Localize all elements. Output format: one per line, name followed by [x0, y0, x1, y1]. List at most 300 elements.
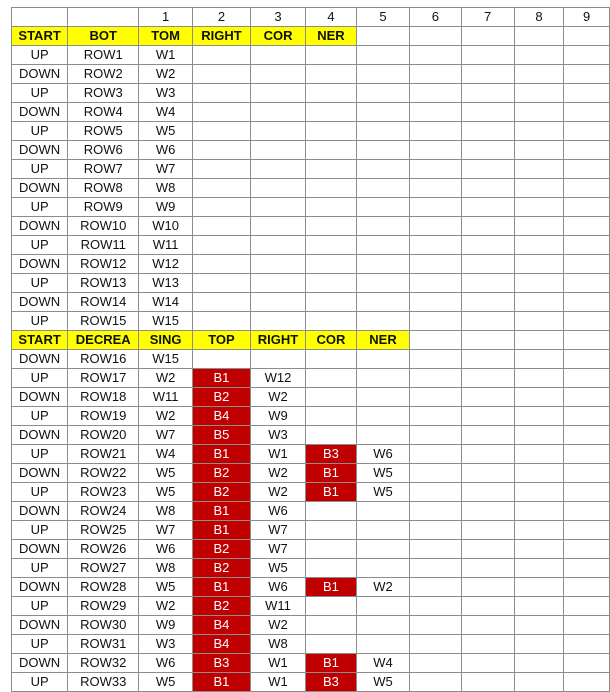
- empty-cell[interactable]: [410, 673, 461, 692]
- empty-cell[interactable]: [564, 312, 610, 331]
- empty-cell[interactable]: [564, 122, 610, 141]
- empty-cell[interactable]: [356, 198, 409, 217]
- empty-cell[interactable]: [356, 179, 409, 198]
- table-cell[interactable]: ROW24: [68, 502, 139, 521]
- empty-cell[interactable]: [410, 293, 461, 312]
- empty-cell[interactable]: [250, 65, 305, 84]
- highlight-cell[interactable]: B1: [306, 483, 357, 502]
- empty-cell[interactable]: [461, 426, 514, 445]
- highlight-cell[interactable]: B3: [306, 445, 357, 464]
- empty-cell[interactable]: [564, 236, 610, 255]
- empty-cell[interactable]: [306, 46, 357, 65]
- empty-cell[interactable]: [306, 388, 357, 407]
- empty-cell[interactable]: [461, 103, 514, 122]
- highlight-cell[interactable]: B1: [306, 654, 357, 673]
- empty-cell[interactable]: [306, 540, 357, 559]
- table-cell[interactable]: W2: [356, 578, 409, 597]
- empty-cell[interactable]: [192, 274, 250, 293]
- empty-cell[interactable]: [250, 255, 305, 274]
- empty-cell[interactable]: [410, 160, 461, 179]
- empty-cell[interactable]: [356, 312, 409, 331]
- empty-cell[interactable]: [514, 369, 563, 388]
- table-cell[interactable]: W6: [356, 445, 409, 464]
- table-cell[interactable]: ROW29: [68, 597, 139, 616]
- empty-cell[interactable]: [250, 141, 305, 160]
- table-cell[interactable]: UP: [12, 369, 68, 388]
- empty-cell[interactable]: [461, 559, 514, 578]
- empty-cell[interactable]: [461, 46, 514, 65]
- table-cell[interactable]: W4: [356, 654, 409, 673]
- empty-cell[interactable]: [564, 407, 610, 426]
- table-cell[interactable]: W7: [139, 426, 193, 445]
- table-cell[interactable]: ROW23: [68, 483, 139, 502]
- empty-cell[interactable]: [356, 369, 409, 388]
- table-cell[interactable]: ROW19: [68, 407, 139, 426]
- highlight-cell[interactable]: B2: [192, 483, 250, 502]
- empty-cell[interactable]: [410, 217, 461, 236]
- table-cell[interactable]: W1: [250, 654, 305, 673]
- empty-cell[interactable]: [410, 350, 461, 369]
- highlight-cell[interactable]: B2: [192, 388, 250, 407]
- empty-cell[interactable]: [461, 502, 514, 521]
- table-cell[interactable]: W2: [139, 407, 193, 426]
- empty-cell[interactable]: [410, 331, 461, 350]
- table-cell[interactable]: UP: [12, 198, 68, 217]
- table-cell[interactable]: W5: [250, 559, 305, 578]
- header-cell[interactable]: COR: [250, 27, 305, 46]
- empty-cell[interactable]: [356, 407, 409, 426]
- empty-cell[interactable]: [192, 84, 250, 103]
- table-cell[interactable]: W9: [139, 198, 193, 217]
- empty-cell[interactable]: [564, 46, 610, 65]
- empty-cell[interactable]: [356, 635, 409, 654]
- empty-cell[interactable]: [564, 84, 610, 103]
- table-cell[interactable]: UP: [12, 483, 68, 502]
- table-cell[interactable]: ROW18: [68, 388, 139, 407]
- header-cell[interactable]: BOT: [68, 27, 139, 46]
- empty-cell[interactable]: [564, 502, 610, 521]
- column-number-cell[interactable]: 3: [250, 8, 305, 27]
- empty-cell[interactable]: [410, 103, 461, 122]
- empty-cell[interactable]: [461, 350, 514, 369]
- empty-cell[interactable]: [514, 198, 563, 217]
- empty-cell[interactable]: [461, 331, 514, 350]
- table-cell[interactable]: W4: [139, 445, 193, 464]
- empty-cell[interactable]: [356, 84, 409, 103]
- empty-cell[interactable]: [564, 597, 610, 616]
- empty-cell[interactable]: [192, 179, 250, 198]
- empty-cell[interactable]: [250, 217, 305, 236]
- empty-cell[interactable]: [514, 179, 563, 198]
- table-cell[interactable]: ROW15: [68, 312, 139, 331]
- empty-cell[interactable]: [410, 236, 461, 255]
- empty-cell[interactable]: [461, 540, 514, 559]
- empty-cell[interactable]: [461, 597, 514, 616]
- empty-cell[interactable]: [356, 616, 409, 635]
- table-cell[interactable]: DOWN: [12, 217, 68, 236]
- table-cell[interactable]: W2: [250, 616, 305, 635]
- empty-cell[interactable]: [306, 141, 357, 160]
- empty-cell[interactable]: [306, 160, 357, 179]
- empty-cell[interactable]: [410, 312, 461, 331]
- highlight-cell[interactable]: B1: [192, 578, 250, 597]
- highlight-cell[interactable]: B2: [192, 540, 250, 559]
- empty-cell[interactable]: [564, 369, 610, 388]
- highlight-cell[interactable]: B1: [192, 445, 250, 464]
- table-cell[interactable]: W5: [356, 483, 409, 502]
- table-cell[interactable]: ROW31: [68, 635, 139, 654]
- empty-cell[interactable]: [461, 483, 514, 502]
- empty-cell[interactable]: [564, 540, 610, 559]
- empty-cell[interactable]: [410, 597, 461, 616]
- table-cell[interactable]: W2: [139, 65, 193, 84]
- table-cell[interactable]: W7: [139, 160, 193, 179]
- header-cell[interactable]: NER: [306, 27, 357, 46]
- empty-cell[interactable]: [250, 198, 305, 217]
- empty-cell[interactable]: [461, 635, 514, 654]
- table-cell[interactable]: ROW9: [68, 198, 139, 217]
- empty-cell[interactable]: [514, 597, 563, 616]
- empty-cell[interactable]: [192, 236, 250, 255]
- empty-cell[interactable]: [564, 103, 610, 122]
- empty-cell[interactable]: [192, 122, 250, 141]
- empty-cell[interactable]: [564, 65, 610, 84]
- empty-cell[interactable]: [306, 179, 357, 198]
- empty-cell[interactable]: [461, 521, 514, 540]
- empty-cell[interactable]: [356, 217, 409, 236]
- table-cell[interactable]: ROW21: [68, 445, 139, 464]
- table-cell[interactable]: ROW1: [68, 46, 139, 65]
- empty-cell[interactable]: [356, 27, 409, 46]
- table-cell[interactable]: ROW25: [68, 521, 139, 540]
- empty-cell[interactable]: [410, 464, 461, 483]
- empty-cell[interactable]: [192, 160, 250, 179]
- empty-cell[interactable]: [564, 654, 610, 673]
- table-cell[interactable]: W3: [250, 426, 305, 445]
- table-cell[interactable]: W8: [250, 635, 305, 654]
- table-cell[interactable]: ROW30: [68, 616, 139, 635]
- empty-cell[interactable]: [410, 369, 461, 388]
- empty-cell[interactable]: [461, 578, 514, 597]
- empty-cell[interactable]: [564, 388, 610, 407]
- table-cell[interactable]: W4: [139, 103, 193, 122]
- empty-cell[interactable]: [514, 407, 563, 426]
- empty-cell[interactable]: [356, 236, 409, 255]
- empty-cell[interactable]: [356, 559, 409, 578]
- empty-cell[interactable]: [514, 559, 563, 578]
- table-cell[interactable]: W6: [139, 654, 193, 673]
- table-cell[interactable]: W1: [250, 445, 305, 464]
- empty-cell[interactable]: [514, 331, 563, 350]
- empty-cell[interactable]: [192, 350, 250, 369]
- highlight-cell[interactable]: B1: [192, 369, 250, 388]
- empty-cell[interactable]: [306, 426, 357, 445]
- table-cell[interactable]: W3: [139, 635, 193, 654]
- empty-cell[interactable]: [564, 616, 610, 635]
- empty-cell[interactable]: [306, 616, 357, 635]
- empty-cell[interactable]: [514, 236, 563, 255]
- empty-cell[interactable]: [410, 483, 461, 502]
- table-cell[interactable]: ROW32: [68, 654, 139, 673]
- empty-cell[interactable]: [250, 179, 305, 198]
- empty-cell[interactable]: [461, 654, 514, 673]
- empty-cell[interactable]: [306, 312, 357, 331]
- table-cell[interactable]: W8: [139, 559, 193, 578]
- empty-cell[interactable]: [410, 274, 461, 293]
- empty-cell[interactable]: [306, 84, 357, 103]
- empty-cell[interactable]: [461, 274, 514, 293]
- empty-cell[interactable]: [514, 160, 563, 179]
- table-cell[interactable]: ROW7: [68, 160, 139, 179]
- empty-cell[interactable]: [564, 559, 610, 578]
- table-cell[interactable]: W6: [250, 502, 305, 521]
- empty-cell[interactable]: [250, 350, 305, 369]
- empty-cell[interactable]: [306, 198, 357, 217]
- header-cell[interactable]: RIGHT: [250, 331, 305, 350]
- empty-cell[interactable]: [192, 141, 250, 160]
- table-cell[interactable]: ROW14: [68, 293, 139, 312]
- table-cell[interactable]: ROW28: [68, 578, 139, 597]
- empty-cell[interactable]: [410, 407, 461, 426]
- empty-cell[interactable]: [306, 559, 357, 578]
- empty-cell[interactable]: [514, 616, 563, 635]
- empty-cell[interactable]: [250, 84, 305, 103]
- empty-cell[interactable]: [250, 103, 305, 122]
- table-cell[interactable]: W11: [139, 236, 193, 255]
- empty-cell[interactable]: [461, 407, 514, 426]
- table-cell[interactable]: DOWN: [12, 540, 68, 559]
- table-cell[interactable]: DOWN: [12, 654, 68, 673]
- table-cell[interactable]: DOWN: [12, 255, 68, 274]
- highlight-cell[interactable]: B4: [192, 407, 250, 426]
- empty-cell[interactable]: [564, 160, 610, 179]
- empty-cell[interactable]: [192, 217, 250, 236]
- empty-cell[interactable]: [461, 160, 514, 179]
- empty-cell[interactable]: [410, 654, 461, 673]
- table-cell[interactable]: W9: [139, 616, 193, 635]
- table-cell[interactable]: UP: [12, 635, 68, 654]
- table-cell[interactable]: DOWN: [12, 293, 68, 312]
- table-cell[interactable]: ROW26: [68, 540, 139, 559]
- table-cell[interactable]: W7: [250, 521, 305, 540]
- empty-cell[interactable]: [306, 369, 357, 388]
- table-cell[interactable]: W15: [139, 312, 193, 331]
- empty-cell[interactable]: [306, 122, 357, 141]
- header-cell[interactable]: SING: [139, 331, 193, 350]
- empty-cell[interactable]: [410, 46, 461, 65]
- column-number-cell[interactable]: 7: [461, 8, 514, 27]
- table-cell[interactable]: UP: [12, 46, 68, 65]
- empty-cell[interactable]: [461, 179, 514, 198]
- empty-cell[interactable]: [356, 540, 409, 559]
- empty-cell[interactable]: [514, 388, 563, 407]
- empty-cell[interactable]: [410, 635, 461, 654]
- empty-cell[interactable]: [192, 255, 250, 274]
- empty-cell[interactable]: [356, 502, 409, 521]
- table-cell[interactable]: UP: [12, 559, 68, 578]
- highlight-cell[interactable]: B2: [192, 559, 250, 578]
- header-cell[interactable]: START: [12, 331, 68, 350]
- highlight-cell[interactable]: B1: [192, 502, 250, 521]
- table-cell[interactable]: DOWN: [12, 179, 68, 198]
- empty-cell[interactable]: [306, 407, 357, 426]
- header-cell[interactable]: RIGHT: [192, 27, 250, 46]
- table-cell[interactable]: DOWN: [12, 103, 68, 122]
- empty-cell[interactable]: [356, 65, 409, 84]
- table-cell[interactable]: DOWN: [12, 578, 68, 597]
- empty-cell[interactable]: [306, 350, 357, 369]
- empty-cell[interactable]: [461, 141, 514, 160]
- empty-cell[interactable]: [356, 293, 409, 312]
- empty-cell[interactable]: [564, 331, 610, 350]
- empty-cell[interactable]: [250, 274, 305, 293]
- table-cell[interactable]: W2: [250, 464, 305, 483]
- empty-cell[interactable]: [514, 312, 563, 331]
- header-cell[interactable]: NER: [356, 331, 409, 350]
- table-cell[interactable]: W11: [250, 597, 305, 616]
- table-cell[interactable]: ROW20: [68, 426, 139, 445]
- highlight-cell[interactable]: B1: [306, 464, 357, 483]
- empty-cell[interactable]: [514, 654, 563, 673]
- table-cell[interactable]: W9: [250, 407, 305, 426]
- table-cell[interactable]: UP: [12, 312, 68, 331]
- table-cell[interactable]: W14: [139, 293, 193, 312]
- empty-cell[interactable]: [410, 540, 461, 559]
- empty-cell[interactable]: [514, 27, 563, 46]
- empty-cell[interactable]: [514, 84, 563, 103]
- empty-cell[interactable]: [514, 122, 563, 141]
- empty-cell[interactable]: [514, 445, 563, 464]
- empty-cell[interactable]: [514, 65, 563, 84]
- empty-cell[interactable]: [306, 236, 357, 255]
- table-cell[interactable]: W7: [139, 521, 193, 540]
- table-cell[interactable]: ROW5: [68, 122, 139, 141]
- table-cell[interactable]: UP: [12, 122, 68, 141]
- table-cell[interactable]: DOWN: [12, 388, 68, 407]
- empty-cell[interactable]: [192, 46, 250, 65]
- empty-cell[interactable]: [306, 597, 357, 616]
- table-cell[interactable]: W7: [250, 540, 305, 559]
- empty-cell[interactable]: [250, 236, 305, 255]
- table-cell[interactable]: W2: [250, 483, 305, 502]
- empty-cell[interactable]: [192, 293, 250, 312]
- empty-cell[interactable]: [410, 27, 461, 46]
- empty-cell[interactable]: [514, 426, 563, 445]
- empty-cell[interactable]: [410, 65, 461, 84]
- empty-cell[interactable]: [564, 255, 610, 274]
- empty-cell[interactable]: [306, 103, 357, 122]
- empty-cell[interactable]: [410, 84, 461, 103]
- empty-cell[interactable]: [410, 179, 461, 198]
- table-cell[interactable]: W12: [250, 369, 305, 388]
- table-cell[interactable]: W5: [139, 483, 193, 502]
- empty-cell[interactable]: [514, 673, 563, 692]
- table-cell[interactable]: UP: [12, 236, 68, 255]
- table-cell[interactable]: ROW10: [68, 217, 139, 236]
- empty-cell[interactable]: [410, 141, 461, 160]
- highlight-cell[interactable]: B5: [192, 426, 250, 445]
- table-cell[interactable]: ROW16: [68, 350, 139, 369]
- empty-cell[interactable]: [564, 464, 610, 483]
- highlight-cell[interactable]: B1: [192, 673, 250, 692]
- empty-cell[interactable]: [410, 388, 461, 407]
- table-cell[interactable]: W15: [139, 350, 193, 369]
- table-cell[interactable]: UP: [12, 274, 68, 293]
- table-cell[interactable]: W12: [139, 255, 193, 274]
- empty-cell[interactable]: [564, 635, 610, 654]
- empty-cell[interactable]: [564, 445, 610, 464]
- table-cell[interactable]: UP: [12, 597, 68, 616]
- empty-cell[interactable]: [514, 255, 563, 274]
- empty-cell[interactable]: [461, 673, 514, 692]
- table-cell[interactable]: ROW11: [68, 236, 139, 255]
- empty-cell[interactable]: [461, 84, 514, 103]
- table-cell[interactable]: W11: [139, 388, 193, 407]
- empty-cell[interactable]: [514, 483, 563, 502]
- column-number-cell[interactable]: 2: [192, 8, 250, 27]
- empty-cell[interactable]: [356, 274, 409, 293]
- empty-cell[interactable]: [306, 521, 357, 540]
- empty-cell[interactable]: [514, 521, 563, 540]
- table-cell[interactable]: W1: [250, 673, 305, 692]
- empty-cell[interactable]: [461, 65, 514, 84]
- table-cell[interactable]: ROW12: [68, 255, 139, 274]
- empty-cell[interactable]: [356, 160, 409, 179]
- table-cell[interactable]: DOWN: [12, 616, 68, 635]
- empty-cell[interactable]: [410, 426, 461, 445]
- empty-cell[interactable]: [356, 141, 409, 160]
- table-cell[interactable]: ROW13: [68, 274, 139, 293]
- empty-cell[interactable]: [461, 255, 514, 274]
- empty-cell[interactable]: [564, 426, 610, 445]
- header-cell[interactable]: TOM: [139, 27, 193, 46]
- column-number-cell[interactable]: 6: [410, 8, 461, 27]
- empty-cell[interactable]: [514, 578, 563, 597]
- table-cell[interactable]: W5: [139, 122, 193, 141]
- empty-cell[interactable]: [564, 293, 610, 312]
- empty-cell[interactable]: [410, 255, 461, 274]
- empty-cell[interactable]: [514, 293, 563, 312]
- table-cell[interactable]: W5: [356, 464, 409, 483]
- header-cell[interactable]: DECREA: [68, 331, 139, 350]
- table-cell[interactable]: W6: [139, 141, 193, 160]
- empty-cell[interactable]: [356, 103, 409, 122]
- empty-cell[interactable]: [410, 616, 461, 635]
- table-cell[interactable]: W5: [139, 673, 193, 692]
- table-cell[interactable]: DOWN: [12, 350, 68, 369]
- empty-cell[interactable]: [514, 46, 563, 65]
- table-cell[interactable]: ROW6: [68, 141, 139, 160]
- table-cell[interactable]: W8: [139, 179, 193, 198]
- table-cell[interactable]: DOWN: [12, 502, 68, 521]
- highlight-cell[interactable]: B2: [192, 464, 250, 483]
- empty-cell[interactable]: [461, 122, 514, 141]
- table-cell[interactable]: UP: [12, 160, 68, 179]
- table-cell[interactable]: W3: [139, 84, 193, 103]
- empty-cell[interactable]: [514, 502, 563, 521]
- empty-cell[interactable]: [356, 350, 409, 369]
- table-cell[interactable]: ROW17: [68, 369, 139, 388]
- empty-cell[interactable]: [564, 350, 610, 369]
- highlight-cell[interactable]: B1: [306, 578, 357, 597]
- empty-cell[interactable]: [306, 65, 357, 84]
- empty-cell[interactable]: [461, 369, 514, 388]
- column-number-cell[interactable]: 5: [356, 8, 409, 27]
- table-cell[interactable]: UP: [12, 407, 68, 426]
- empty-cell[interactable]: [514, 103, 563, 122]
- empty-cell[interactable]: [564, 274, 610, 293]
- empty-cell[interactable]: [514, 217, 563, 236]
